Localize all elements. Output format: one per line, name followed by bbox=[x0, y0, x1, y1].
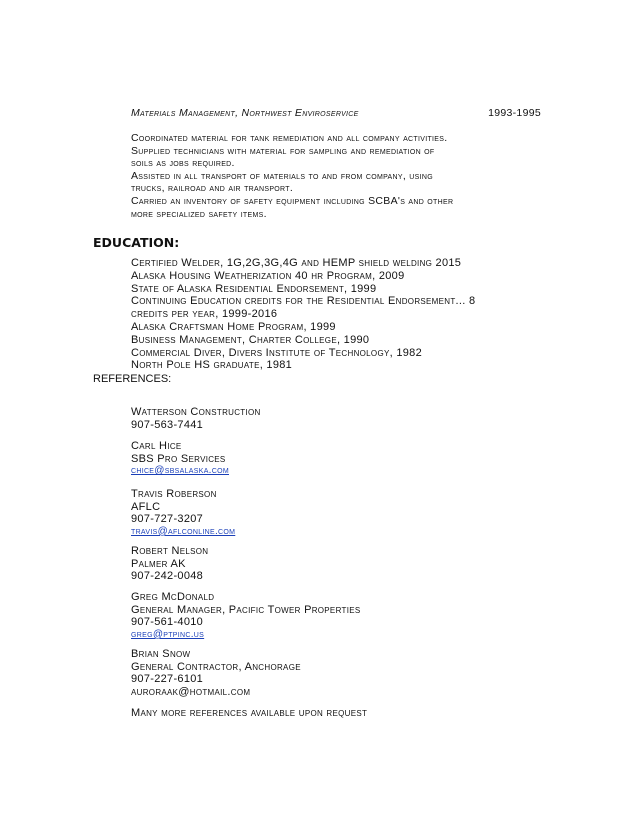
reference-line: Brian Snow bbox=[131, 648, 191, 660]
reference-entry bbox=[131, 488, 551, 538]
education-line: Business Management, Charter College, 1990 bbox=[131, 333, 370, 346]
education-line: Certified Welder, 1G,2G,3G,4G and HEMP shield welding 2015 bbox=[131, 257, 462, 269]
reference-line: 907-563-7441 bbox=[131, 418, 204, 431]
education-line: North Pole HS graduate, 1981 bbox=[131, 359, 293, 372]
references-heading: REFERENCES: bbox=[93, 373, 172, 385]
reference-line: 907-227-6101 bbox=[131, 673, 204, 686]
job-dates: 1993-1995 bbox=[488, 107, 541, 119]
reference-line: AFLC bbox=[131, 500, 161, 513]
reference-line: 907-727-3207 bbox=[131, 513, 204, 526]
education-line: Alaska Housing Weatherization 40 hr Program, 2009 bbox=[131, 269, 405, 282]
job-title: Materials Management, Northwest Enviroservice bbox=[131, 107, 359, 119]
reference-line: General Manager, Pacific Tower Properties bbox=[131, 603, 361, 616]
reference-line: SBS Pro Services bbox=[131, 452, 226, 465]
education-line: Continuing Education credits for the Residential Endorsement... 8 bbox=[131, 295, 476, 308]
reference-entry bbox=[131, 545, 551, 583]
reference-email-link[interactable]: chice@sbsalaska.com bbox=[131, 465, 229, 477]
job-header bbox=[131, 107, 541, 119]
reference-entry bbox=[131, 440, 551, 478]
job-line: Supplied technicians with material for sampling and remediation of bbox=[131, 144, 435, 157]
reference-email-link[interactable]: travis@aflconline.com bbox=[131, 525, 236, 537]
reference-line: Palmer AK bbox=[131, 557, 186, 570]
education-line: State of Alaska Residential Endorsement, 1999 bbox=[131, 282, 377, 295]
job-line: trucks, railroad and air transport. bbox=[131, 182, 294, 195]
reference-line: 907-242-0048 bbox=[131, 570, 204, 583]
education-line: Alaska Craftsman Home Program, 1999 bbox=[131, 320, 336, 333]
job-description bbox=[131, 132, 541, 220]
education-list bbox=[131, 257, 541, 372]
education-heading: EDUCATION: bbox=[93, 235, 180, 250]
reference-line: Greg McDonald bbox=[131, 591, 215, 603]
job-line: Coordinated material for tank remediation and all company activities. bbox=[131, 132, 448, 144]
reference-line: 907-561-4010 bbox=[131, 616, 204, 629]
reference-line: General Contractor, Anchorage bbox=[131, 660, 301, 673]
job-line: more specialized safety items. bbox=[131, 207, 267, 220]
job-line: Carried an inventory of safety equipment including SCBA's and other bbox=[131, 194, 454, 207]
reference-line: Travis Roberson bbox=[131, 488, 217, 500]
job-line: soils as jobs required. bbox=[131, 157, 235, 170]
reference-entry bbox=[131, 648, 551, 698]
reference-line: Robert Nelson bbox=[131, 545, 209, 557]
references-footer: Many more references available upon request bbox=[131, 707, 368, 719]
reference-line: auroraak@hotmail.com bbox=[131, 685, 251, 698]
job-line: Assisted in all transport of materials to and from company, using bbox=[131, 169, 433, 182]
reference-email-link[interactable]: greg@ptpinc.us bbox=[131, 628, 205, 640]
reference-entry bbox=[131, 406, 551, 431]
reference-line: Watterson Construction bbox=[131, 406, 261, 418]
education-line: Commercial Diver, Divers Institute of Technology, 1982 bbox=[131, 346, 422, 359]
reference-entry bbox=[131, 591, 551, 641]
reference-line: Carl Hice bbox=[131, 440, 182, 452]
education-line: credits per year, 1999-2016 bbox=[131, 308, 278, 321]
